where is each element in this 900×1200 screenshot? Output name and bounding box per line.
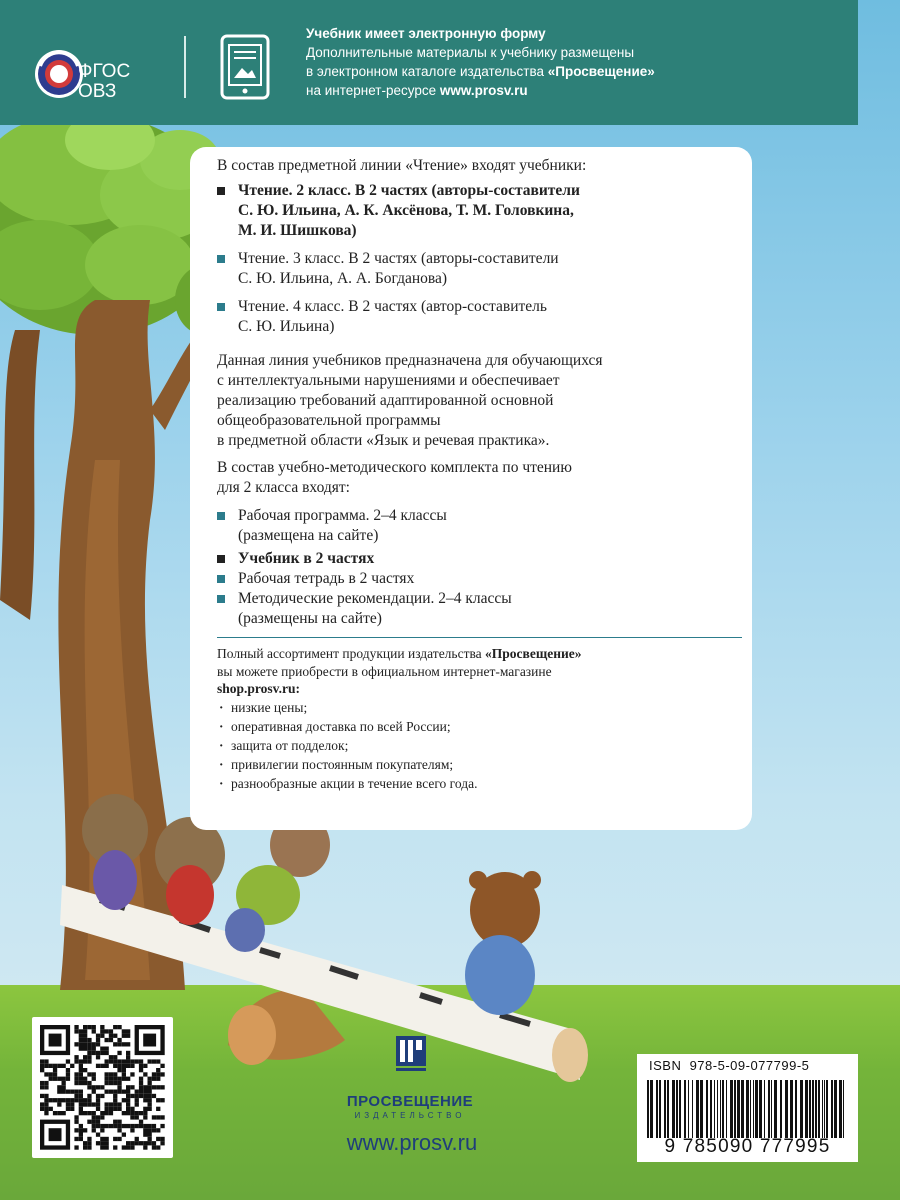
header-line: на интернет-ресурсе www.prosv.ru xyxy=(306,83,528,98)
bullet-square-icon xyxy=(217,555,225,563)
bullet-square-icon xyxy=(217,255,225,263)
description-paragraph: Данная линия учебников предназначена для обучающихся с интеллектуальными нарушениями и обеспечивает реализацию требований адаптированной основной общеобразовательной программы в предметной области «Язык и речевая практика». xyxy=(217,352,603,449)
kit-intro: В состав учебно-методического комплекта по чтению для 2 класса входят: xyxy=(217,459,572,496)
list-item: Чтение. 3 класс. В 2 частях (авторы-составители С. Ю. Ильина, А. А. Богданова) xyxy=(217,249,742,289)
isbn-text: ISBN 978-5-09-077799-5 xyxy=(649,1058,810,1073)
textbook-line-intro: В состав предметной линии «Чтение» входят учебники: xyxy=(217,157,587,174)
fgos-label: ФГОС xyxy=(78,61,131,82)
benefit-item: · оперативная доставка по всей России; xyxy=(217,717,742,736)
info-card xyxy=(190,147,752,830)
list-item: Методические рекомендации. 2–4 классы (размещены на сайте) xyxy=(217,589,742,629)
publisher-subtitle: ИЗДАТЕЛЬСТВО xyxy=(354,1111,466,1120)
bullet-square-icon xyxy=(217,575,225,583)
shop-link[interactable]: shop.prosv.ru: xyxy=(217,681,301,696)
benefit-item: · защита от подделок; xyxy=(217,736,742,755)
fgos-badge xyxy=(78,62,130,102)
electronic-form-banner xyxy=(0,0,858,125)
qr-code[interactable] xyxy=(32,1017,173,1158)
list-item: Учебник в 2 частях xyxy=(217,549,742,569)
card-body xyxy=(217,153,742,793)
shop-info: Полный ассортимент продукции издательства «Просвещение» вы можете приобрести в официальном интернет-магазине shop.prosv.ru: xyxy=(217,645,742,698)
ovz-label: ОВЗ xyxy=(78,81,117,102)
header-divider xyxy=(184,36,186,98)
list-item: Чтение. 4 класс. В 2 частях (автор-составитель С. Ю. Ильина) xyxy=(217,297,742,337)
qr-code-icon xyxy=(32,1017,173,1158)
prosveshchenie-logo-icon xyxy=(396,1036,426,1074)
header-info xyxy=(306,24,655,100)
prosv-link[interactable]: www.prosv.ru xyxy=(439,83,528,98)
list-item: Рабочая программа. 2–4 классы (размещена на сайте) xyxy=(217,506,742,546)
section-divider xyxy=(217,637,742,638)
bullet-square-icon xyxy=(217,512,225,520)
header-title: Учебник имеет электронную форму xyxy=(306,26,546,41)
barcode-icon xyxy=(645,1080,850,1138)
isbn-barcode xyxy=(637,1054,858,1162)
bullet-square-icon xyxy=(217,187,225,195)
list-item: Чтение. 2 класс. В 2 частях (авторы-составители С. Ю. Ильина, А. К. Аксёнова, Т. М. Головкина, М. И. Шишкова) xyxy=(217,181,742,241)
publisher-name: ПРОСВЕЩЕНИЕ xyxy=(346,1093,474,1110)
benefit-item: · разнообразные акции в течение всего года. xyxy=(217,774,742,793)
bullet-square-icon xyxy=(217,595,225,603)
header-line: Дополнительные материалы к учебнику размещены xyxy=(306,45,635,60)
list-item: Рабочая тетрадь в 2 частях xyxy=(217,569,742,589)
tablet-icon xyxy=(220,34,270,100)
bullet-square-icon xyxy=(217,303,225,311)
publisher-url[interactable]: www.prosv.ru xyxy=(346,1130,478,1155)
benefit-item: · привилегии постоянным покупателям; xyxy=(217,755,742,774)
benefit-item: · низкие цены; xyxy=(217,698,742,717)
header-line: в электронном каталоге издательства «Просвещение» xyxy=(306,64,655,79)
barcode-digits: 9 785090 777995 xyxy=(664,1136,831,1157)
